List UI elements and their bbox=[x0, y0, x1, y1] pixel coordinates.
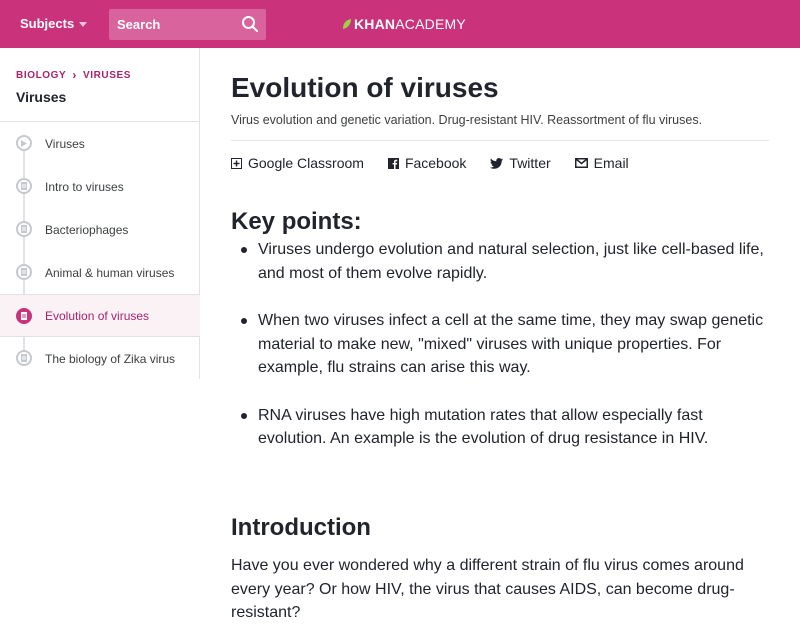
search-icon[interactable] bbox=[241, 15, 259, 33]
breadcrumb-biology[interactable]: BIOLOGY bbox=[16, 69, 67, 81]
share-label: Email bbox=[593, 155, 629, 171]
nav-item-bacteriophages[interactable] bbox=[0, 208, 200, 251]
logo-text-light: ACADEMY bbox=[395, 16, 466, 32]
article-icon bbox=[16, 308, 32, 324]
subjects-menu-button[interactable] bbox=[20, 16, 87, 31]
list-item: RNA viruses have high mutation rates that allow especially fast evolution. An example is the evolution of drug resistance in HIV. bbox=[231, 404, 771, 451]
email-icon bbox=[575, 158, 588, 168]
search-box[interactable] bbox=[109, 9, 266, 40]
page-description: Virus evolution and genetic variation. Drug-resistant HIV. Reassortment of flu viruses. bbox=[231, 113, 703, 127]
unit-title[interactable]: Viruses bbox=[16, 89, 67, 105]
article-icon bbox=[16, 264, 32, 280]
facebook-icon bbox=[388, 158, 399, 169]
top-navigation-bar bbox=[0, 0, 800, 48]
article-icon bbox=[16, 221, 32, 237]
nav-item-animal-human-viruses[interactable] bbox=[0, 251, 200, 294]
twitter-share-button[interactable] bbox=[490, 155, 550, 171]
page-title: Evolution of viruses bbox=[231, 72, 499, 103]
facebook-share-button[interactable] bbox=[388, 155, 466, 171]
nav-item-viruses[interactable] bbox=[0, 122, 200, 165]
subjects-label: Subjects bbox=[20, 16, 75, 31]
share-label: Google Classroom bbox=[248, 155, 364, 171]
breadcrumb bbox=[16, 68, 131, 82]
nav-item-label: Evolution of viruses bbox=[45, 308, 150, 323]
list-item: Viruses undergo evolution and natural selection, just like cell-based life, and most of them evolve rapidly. bbox=[231, 238, 771, 285]
list-item: When two viruses infect a cell at the same time, they may swap genetic material to make new, "mixed" viruses with unique properties. For example, flu strains can arise this way. bbox=[231, 309, 771, 380]
chevron-down-icon bbox=[79, 22, 87, 27]
key-points-list bbox=[231, 238, 771, 475]
google-classroom-icon bbox=[231, 158, 242, 169]
nav-item-label: Animal & human viruses bbox=[45, 265, 175, 280]
google-classroom-share-button[interactable] bbox=[231, 155, 364, 171]
lesson-nav bbox=[0, 122, 200, 380]
introduction-heading: Introduction bbox=[231, 514, 371, 541]
nav-item-intro-to-viruses[interactable] bbox=[0, 165, 200, 208]
share-label: Facebook bbox=[404, 155, 467, 171]
article-icon bbox=[16, 178, 32, 194]
sidebar bbox=[0, 48, 200, 600]
email-share-button[interactable] bbox=[575, 155, 629, 171]
share-bar bbox=[231, 155, 653, 171]
nav-item-evolution-of-viruses[interactable] bbox=[0, 294, 200, 337]
nav-item-label: Intro to viruses bbox=[45, 179, 124, 194]
nav-item-label: The biology of Zika virus bbox=[45, 351, 176, 366]
article-icon bbox=[16, 350, 32, 366]
khan-academy-logo[interactable] bbox=[342, 16, 466, 32]
chevron-right-icon: › bbox=[72, 68, 77, 82]
leaf-icon bbox=[342, 18, 352, 30]
nav-item-biology-of-zika-virus[interactable] bbox=[0, 337, 200, 380]
twitter-icon bbox=[490, 158, 503, 169]
logo-text-bold: KHAN bbox=[354, 16, 396, 32]
divider bbox=[231, 140, 769, 141]
key-points-heading: Key points: bbox=[231, 208, 362, 235]
share-label: Twitter bbox=[509, 155, 551, 171]
play-icon bbox=[16, 135, 32, 151]
breadcrumb-viruses[interactable]: VIRUSES bbox=[82, 69, 132, 81]
nav-item-label: Bacteriophages bbox=[45, 222, 129, 237]
search-input[interactable]: Search bbox=[117, 17, 161, 32]
nav-item-label: Viruses bbox=[45, 136, 85, 151]
introduction-paragraph: Have you ever wondered why a different strain of flu virus comes around every year? Or how HIV, the virus that causes AIDS, can become drug-resistant? bbox=[231, 557, 744, 621]
